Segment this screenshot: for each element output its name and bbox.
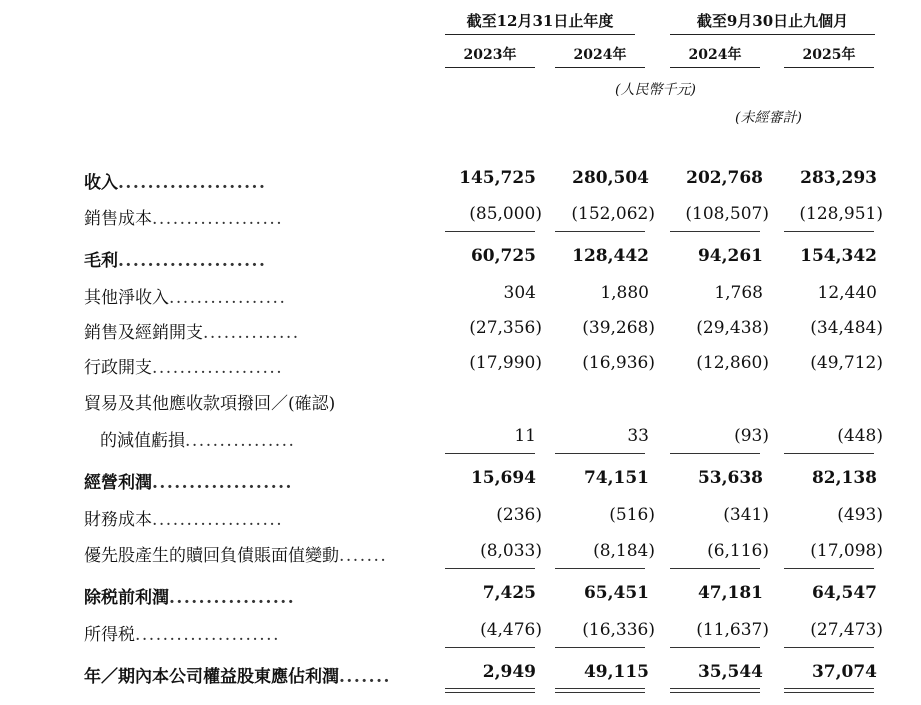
value-cell: (17,098): [810, 541, 883, 561]
row-label-other-net-income: 其他淨收入.................: [84, 288, 287, 308]
total-double-rule: [670, 688, 760, 689]
unaudited-label: (未經審計): [735, 110, 802, 126]
value-cell: 304: [503, 283, 536, 303]
value-cell: 64,547: [811, 583, 877, 603]
year-header-2024-9m: 2024年: [688, 47, 742, 63]
value-cell: 60,725: [470, 246, 536, 266]
value-cell: 202,768: [686, 168, 763, 188]
value-cell: (152,062): [571, 204, 655, 224]
total-double-rule: [445, 688, 535, 689]
subtotal-rule: [555, 568, 645, 569]
year-header-rule: [555, 67, 645, 68]
subtotal-rule: [445, 231, 535, 232]
total-double-rule: [784, 688, 874, 689]
value-cell: (27,473): [810, 620, 883, 640]
value-cell: (85,000): [469, 204, 542, 224]
value-cell: (93): [734, 426, 769, 446]
subtotal-rule: [670, 647, 760, 648]
row-label-impairment-line1: 貿易及其他應收款項撥回／(確認): [84, 394, 336, 414]
value-cell: (12,860): [696, 353, 769, 373]
subtotal-rule: [555, 647, 645, 648]
value-cell: (49,712): [810, 353, 883, 373]
value-cell: (108,507): [685, 204, 769, 224]
value-cell: (6,116): [707, 541, 769, 561]
value-cell: 1,880: [600, 283, 649, 303]
year-header-2025-9m: 2025年: [802, 47, 856, 63]
value-cell: 1,768: [714, 283, 763, 303]
value-cell: (448): [837, 426, 883, 446]
value-cell: (128,951): [799, 204, 883, 224]
row-label-revenue: 收入....................: [84, 173, 267, 193]
group-header-nine-months: 截至9月30日止九個月: [696, 12, 849, 30]
total-double-rule: [670, 692, 760, 693]
unit-label: (人民幣千元): [615, 82, 696, 98]
group-header-rule: [670, 34, 875, 35]
value-cell: 7,425: [482, 583, 536, 603]
subtotal-rule: [445, 568, 535, 569]
row-label-operating-profit: 經營利潤...................: [84, 473, 293, 493]
value-cell: 145,725: [459, 168, 536, 188]
value-cell: 82,138: [811, 468, 877, 488]
value-cell: 74,151: [583, 468, 649, 488]
value-cell: (236): [496, 505, 542, 525]
value-cell: (39,268): [582, 318, 655, 338]
value-cell: 94,261: [697, 246, 763, 266]
subtotal-rule: [784, 568, 874, 569]
value-cell: 35,544: [697, 662, 763, 682]
row-label-cost-of-sales: 銷售成本...................: [84, 209, 284, 229]
subtotal-rule: [784, 453, 874, 454]
subtotal-rule: [555, 453, 645, 454]
value-cell: 154,342: [800, 246, 877, 266]
year-header-rule: [784, 67, 874, 68]
value-cell: 53,638: [697, 468, 763, 488]
row-label-admin-expenses: 行政開支...................: [84, 358, 284, 378]
value-cell: (8,033): [480, 541, 542, 561]
value-cell: 49,115: [583, 662, 649, 682]
value-cell: 15,694: [470, 468, 536, 488]
year-header-rule: [670, 67, 760, 68]
row-label-gross-profit: 毛利....................: [84, 251, 267, 271]
row-label-profit-attributable: 年／期內本公司權益股東應佔利潤.......: [84, 667, 391, 687]
value-cell: 283,293: [800, 168, 877, 188]
value-cell: (17,990): [469, 353, 542, 373]
value-cell: (493): [837, 505, 883, 525]
total-double-rule: [555, 692, 645, 693]
total-double-rule: [784, 692, 874, 693]
value-cell: 11: [514, 426, 536, 446]
row-label-income-tax: 所得税.....................: [84, 625, 280, 645]
value-cell: 65,451: [583, 583, 649, 603]
value-cell: (516): [609, 505, 655, 525]
row-label-profit-before-tax: 除税前利潤.................: [84, 588, 296, 608]
subtotal-rule: [670, 453, 760, 454]
value-cell: 12,440: [817, 283, 877, 303]
value-cell: 2,949: [482, 662, 536, 682]
row-label-redemption-liability-change: 優先股產生的贖回負債賬面值變動.......: [84, 546, 388, 566]
subtotal-rule: [784, 647, 874, 648]
year-header-2024: 2024年: [573, 47, 627, 63]
year-header-rule: [445, 67, 535, 68]
value-cell: (34,484): [810, 318, 883, 338]
value-cell: (29,438): [696, 318, 769, 338]
row-label-impairment-line2: 的減值虧損................: [100, 431, 296, 451]
subtotal-rule: [445, 453, 535, 454]
value-cell: (16,936): [582, 353, 655, 373]
subtotal-rule: [670, 568, 760, 569]
value-cell: (27,356): [469, 318, 542, 338]
row-label-finance-costs: 財務成本...................: [84, 510, 284, 530]
value-cell: 33: [627, 426, 649, 446]
subtotal-rule: [445, 647, 535, 648]
value-cell: 47,181: [697, 583, 763, 603]
value-cell: (341): [723, 505, 769, 525]
subtotal-rule: [784, 231, 874, 232]
value-cell: (16,336): [582, 620, 655, 640]
total-double-rule: [445, 692, 535, 693]
value-cell: (11,637): [696, 620, 769, 640]
value-cell: 37,074: [811, 662, 877, 682]
value-cell: (8,184): [593, 541, 655, 561]
subtotal-rule: [670, 231, 760, 232]
value-cell: (4,476): [480, 620, 542, 640]
row-label-selling-expenses: 銷售及經銷開支..............: [84, 323, 300, 343]
year-header-2023: 2023年: [463, 47, 517, 63]
value-cell: 280,504: [572, 168, 649, 188]
group-header-year-end: 截至12月31日止年度: [466, 12, 614, 30]
subtotal-rule: [555, 231, 645, 232]
value-cell: 128,442: [572, 246, 649, 266]
total-double-rule: [555, 688, 645, 689]
group-header-rule: [445, 34, 635, 35]
